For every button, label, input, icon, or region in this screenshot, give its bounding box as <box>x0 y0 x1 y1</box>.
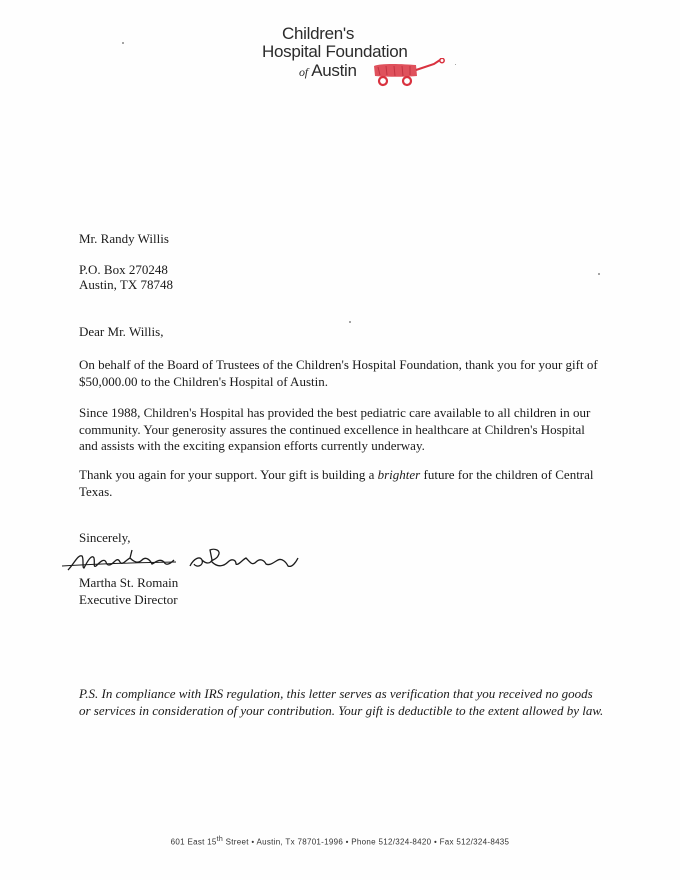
recipient-name: Mr. Randy Willis <box>79 231 169 246</box>
para3-text-start: Thank you again for your support. Your gift is building a <box>79 467 378 482</box>
recipient-address-line-2: Austin, TX 78748 <box>79 277 174 292</box>
scan-speck <box>455 64 456 65</box>
logo-line-2: Hospital Foundation <box>262 42 408 61</box>
body-paragraph-1: On behalf of the Board of Trustees of the Children's Hospital Foundation, thank you for your gift of $50,000.00 to the Children's Hospital of Austin. <box>79 357 598 389</box>
body-paragraph-3 <box>79 467 604 500</box>
footer-address <box>0 836 680 847</box>
signer-title: Executive Director <box>79 592 178 607</box>
scan-speck <box>122 42 124 44</box>
closing: Sincerely, <box>79 530 131 545</box>
postscript: P.S. In compliance with IRS regulation, this letter serves as verification that you received no goods or services in consideration of your contribution. Your gift is deductible to the extent allowed by law. <box>79 686 604 718</box>
wagon-icon <box>368 58 450 88</box>
para3-text-end: future for the children of Central Texas. <box>79 467 594 499</box>
logo-austin: Austin <box>311 61 357 80</box>
para3-emphasis: brighter <box>377 467 421 482</box>
scan-speck <box>598 273 600 275</box>
logo-of: of <box>299 65 308 79</box>
logo-line-1: Children's <box>282 24 355 43</box>
recipient-address-line-1: P.O. Box 270248 <box>79 262 168 277</box>
footer-address-start: 601 East 15 <box>170 837 217 847</box>
foundation-logo <box>262 24 462 94</box>
signer-name: Martha St. Romain <box>79 575 179 590</box>
body-paragraph-2: Since 1988, Children's Hospital has provided the best pediatric care available to all children in our community. Your generosity assures the continued excellence in healthcare at Children's Hospital and assists with the exciting expansion efforts currently underway. <box>79 405 591 453</box>
salutation: Dear Mr. Willis, <box>79 324 164 339</box>
logo-line-3 <box>299 61 357 81</box>
footer-address-end: Street • Austin, Tx 78701-1996 • Phone 512/324-8420 • Fax 512/324-8435 <box>223 837 510 847</box>
scan-speck <box>349 321 351 323</box>
footer-address-sup: th <box>216 836 224 843</box>
